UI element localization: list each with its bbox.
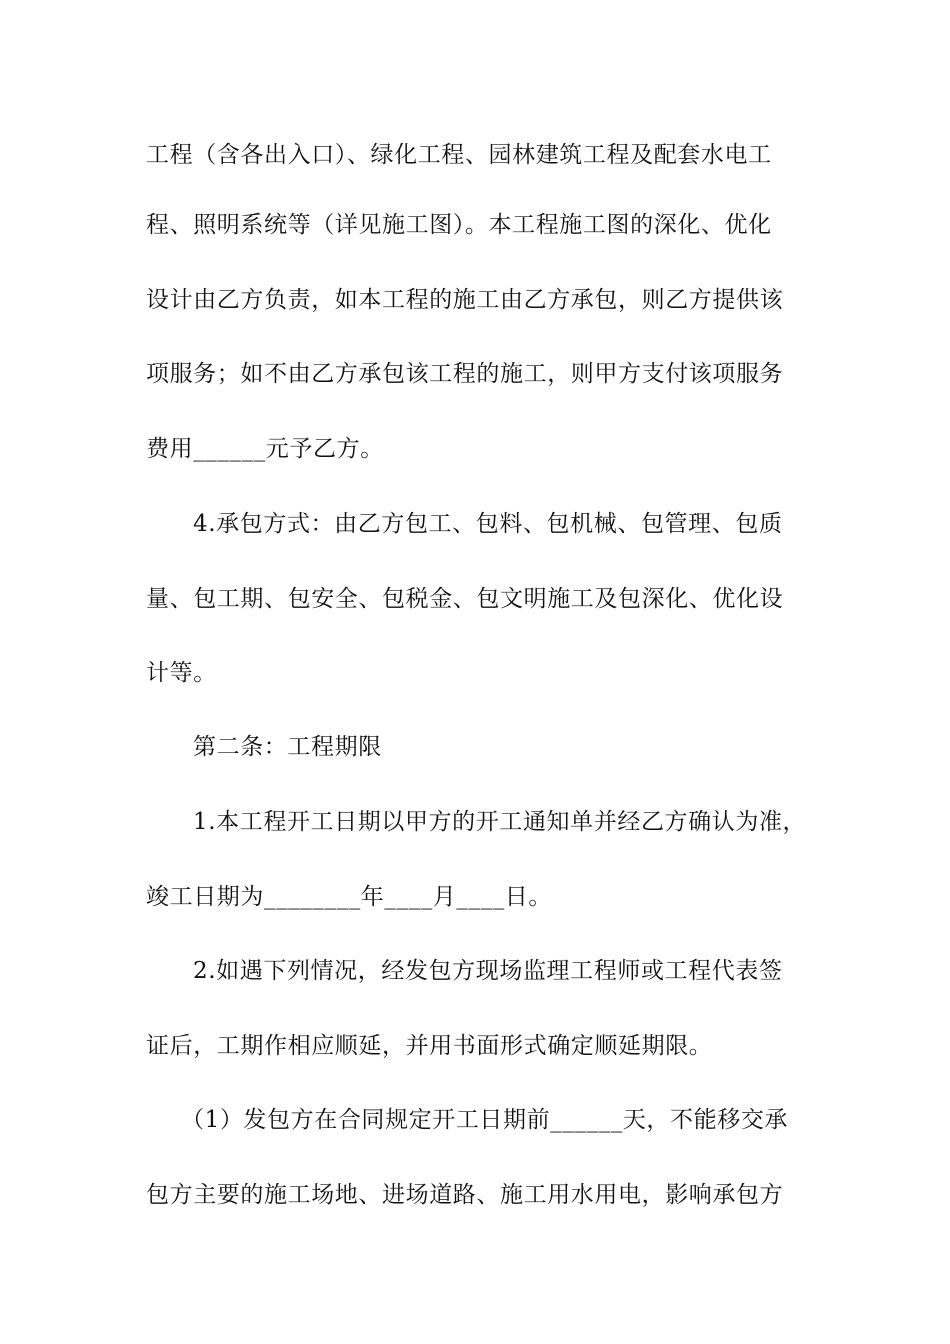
paragraph-line: 2.如遇下列情况，经发包方现场监理工程师或工程代表签 xyxy=(193,958,783,984)
paragraph-line: 程、照明系统等（详见施工图）。本工程施工图的深化、优化 xyxy=(146,212,772,238)
paragraph-line: 费用______元予乙方。 xyxy=(146,436,384,462)
paragraph-line: 设计由乙方负责，如本工程的施工由乙方承包，则乙方提供该 xyxy=(146,287,784,313)
paragraph-line: 项服务；如不由乙方承包该工程的施工，则甲方支付该项服务 xyxy=(146,361,784,387)
paragraph-line: （1）发包方在合同规定开工日期前______天，不能移交承 xyxy=(181,1107,789,1133)
paragraph-line: 竣工日期为________年____月____日。 xyxy=(146,884,552,910)
section-heading: 第二条：工程期限 xyxy=(193,734,382,760)
paragraph-line: 1.本工程开工日期以甲方的开工通知单并经乙方确认为准， xyxy=(193,809,807,835)
paragraph-line: 包方主要的施工场地、进场道路、施工用水用电，影响承包方 xyxy=(146,1182,784,1208)
paragraph-line: 4.承包方式：由乙方包工、包料、包机械、包管理、包质 xyxy=(193,511,783,537)
paragraph-line: 计等。 xyxy=(146,660,217,686)
paragraph-line: 量、包工期、包安全、包税金、包文明施工及包深化、优化设 xyxy=(146,586,784,612)
paragraph-line: 证后，工期作相应顺延，并用书面形式确定顺延期限。 xyxy=(146,1033,713,1059)
paragraph-line: 工程（含各出入口）、绿化工程、园林建筑工程及配套水电工 xyxy=(146,142,772,168)
